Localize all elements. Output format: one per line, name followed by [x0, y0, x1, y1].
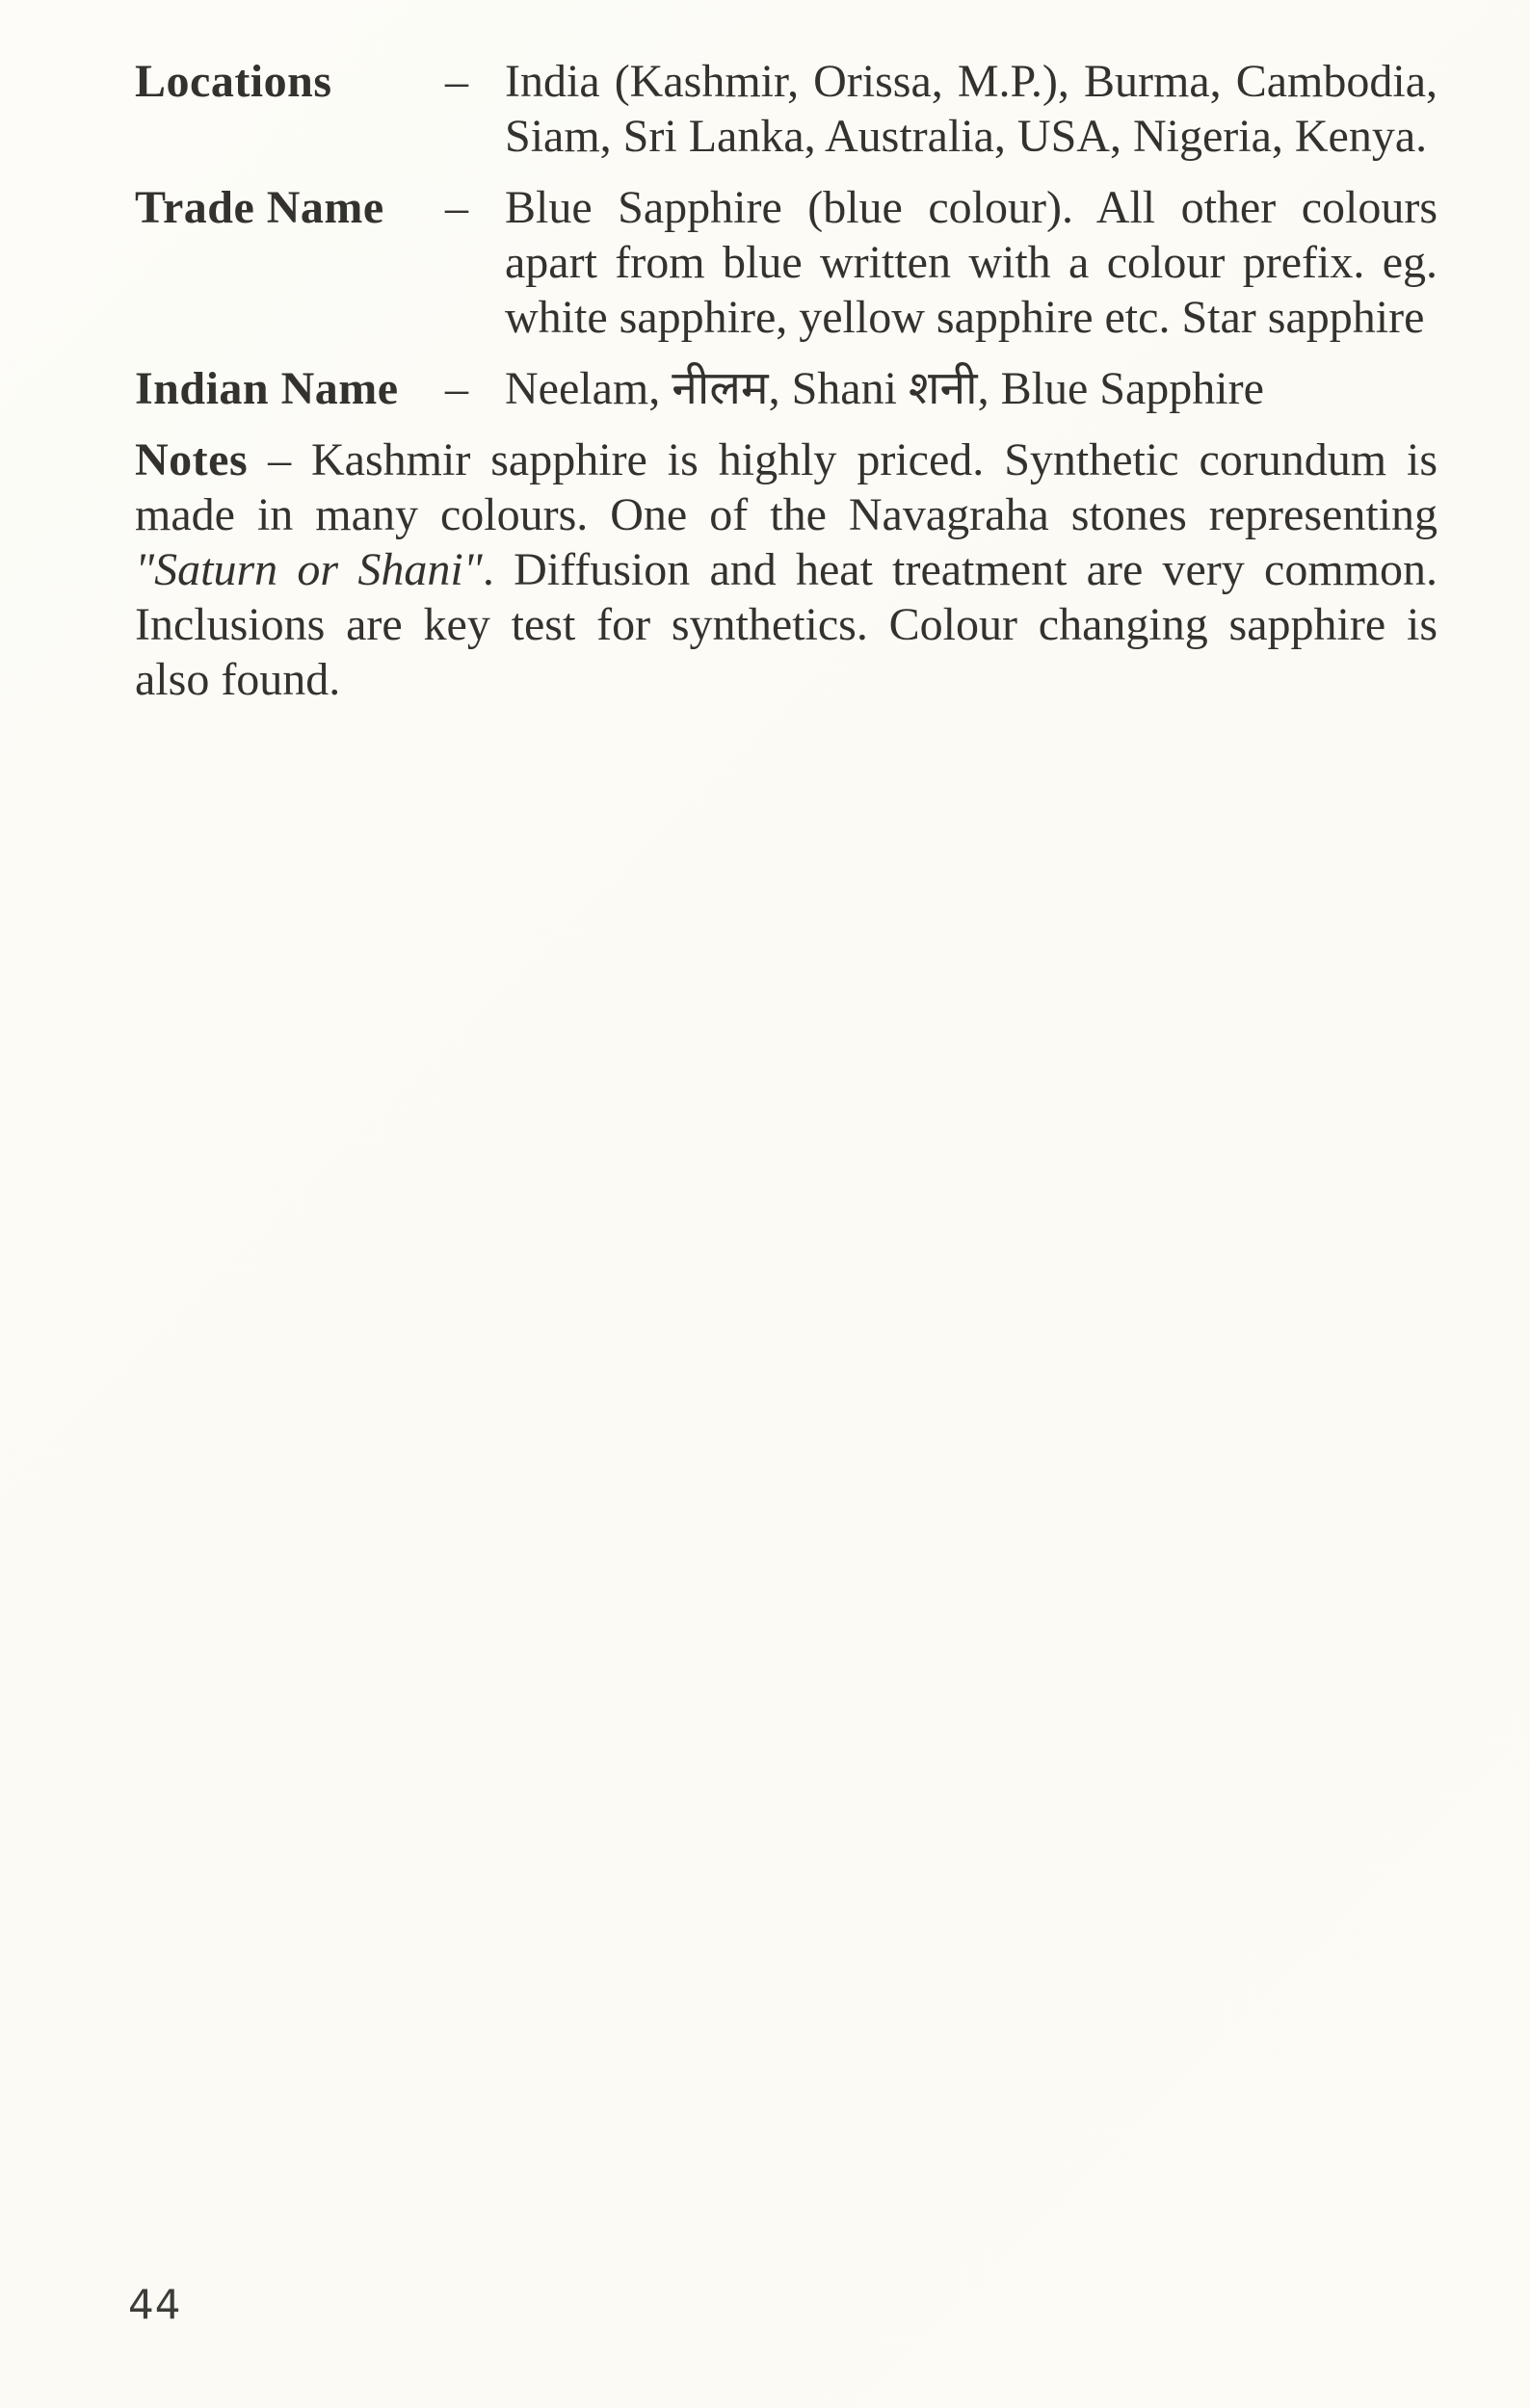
page-number: 44 [128, 2281, 182, 2328]
locations-dash: – [445, 56, 468, 107]
trade-name-value: Blue Sapphire (blue colour). All other colours apart from blue written with a colour prefix. eg. white sapphire, yellow sapphire etc. Star sapphire [505, 182, 1438, 343]
notes-dash: – [268, 434, 312, 485]
notes-label: Notes [135, 434, 249, 485]
trade-name-dash: – [445, 182, 468, 233]
entry-indian-name [135, 361, 1438, 416]
indian-name-label: Indian Name [135, 363, 399, 414]
locations-label: Locations [135, 56, 332, 107]
notes-paragraph [135, 432, 1438, 707]
indian-name-value: Neelam, नीलम, Shani शनी, Blue Sapphire [505, 363, 1264, 414]
page-content [135, 54, 1438, 753]
locations-value: India (Kashmir, Orissa, M.P.), Burma, Cambodia, Siam, Sri Lanka, Australia, USA, Nigeria, Kenya. [505, 56, 1438, 162]
notes-text-after: . Diffusion and heat treatment are very common. Inclusions are key test for synthetics. Colour changing sapphire is also found. [135, 544, 1438, 705]
trade-name-label: Trade Name [135, 182, 384, 233]
entry-trade-name [135, 180, 1438, 345]
notes-text-before: Kashmir sapphire is highly priced. Synthetic corundum is made in many colours. One of the Navagraha stones representing [135, 434, 1438, 540]
notes-italic-phrase: "Saturn or Shani" [135, 544, 483, 595]
indian-name-dash: – [445, 363, 468, 414]
entry-locations [135, 54, 1438, 164]
